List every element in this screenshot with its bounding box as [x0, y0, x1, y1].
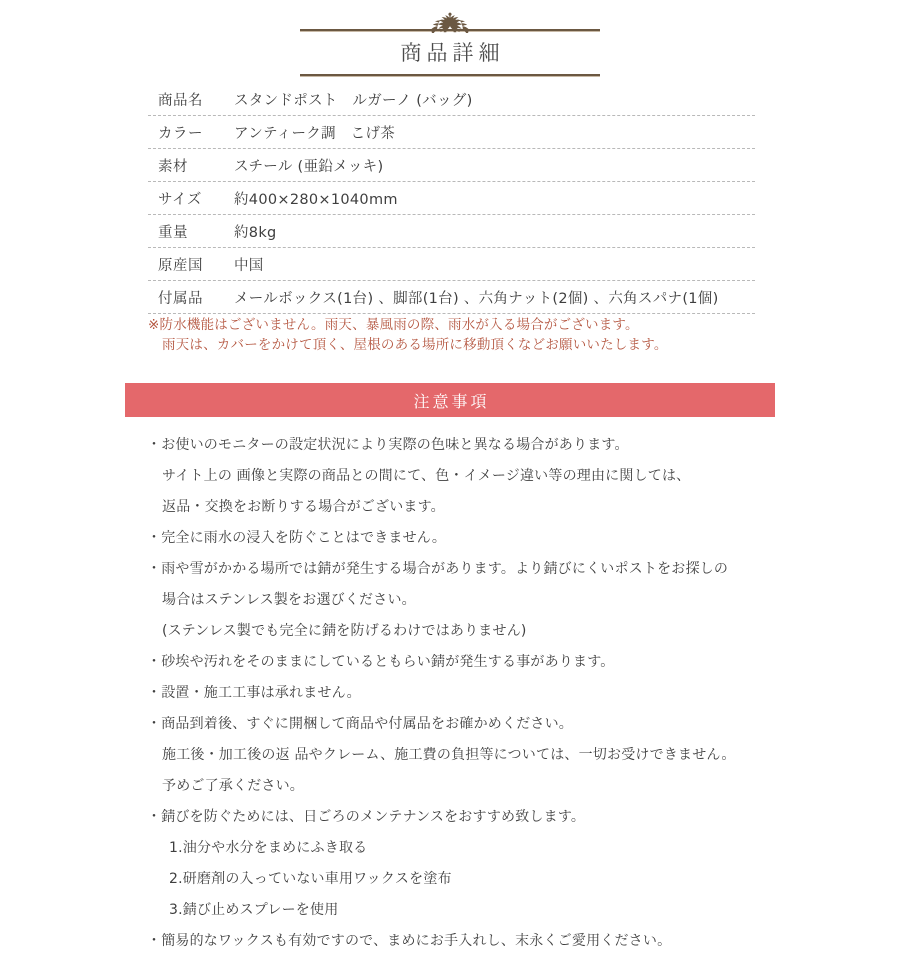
notice-item: 予めご了承ください。 — [162, 778, 304, 794]
spec-value: 約8kg — [234, 224, 277, 241]
notice-item: 場合はステンレス製をお選びください。 — [162, 592, 416, 608]
spec-label: カラー — [158, 125, 203, 142]
header-rule-bottom — [300, 74, 600, 77]
spec-value: 約400×280×1040mm — [234, 191, 398, 208]
spec-row — [148, 182, 755, 215]
notice-item: (ステンレス製でも完全に錆を防げるわけではありません) — [162, 623, 527, 639]
notice-step: 3.錆び止めスプレーを使用 — [169, 902, 339, 918]
notice-list — [147, 430, 797, 957]
spec-value: アンティーク調 こげ茶 — [234, 125, 396, 142]
spec-value: スタンドポスト ルガーノ (バッグ) — [234, 92, 473, 109]
waterproof-warning-line-1: ※防水機能はございません。雨天、暴風雨の際、雨水が入る場合がございます。 — [148, 317, 639, 333]
notice-step: 1.油分や水分をまめにふき取る — [169, 840, 368, 856]
spec-value: 中国 — [234, 257, 264, 274]
notice-item: ・商品到着後、すぐに開梱して商品や付属品をお確かめください。 — [147, 716, 573, 732]
spec-label: 付属品 — [158, 290, 203, 307]
notice-banner-title: 注意事項 — [413, 391, 490, 411]
notice-item: ・錆びを防ぐためには、日ごろのメンテナンスをおすすめ致します。 — [147, 809, 586, 825]
notice-item: ・雨や雪がかかる場所では錆が発生する場合があります。より錆びにくいポストをお探しの — [147, 561, 729, 577]
section-header — [300, 0, 600, 77]
notice-item: ・お使いのモニターの設定状況により実際の色味と異なる場合があります。 — [147, 437, 629, 453]
notice-step: 2.研磨剤の入っていない車用ワックスを塗布 — [169, 871, 452, 887]
notice-item: サイト上の 画像と実際の商品との間にて、色・イメージ違い等の理由に関しては、 — [162, 468, 691, 484]
waterproof-warning — [148, 315, 788, 355]
notice-item: 施工後・加工後の返 品やクレーム、施工費の負担等については、一切お受けできません。 — [162, 747, 736, 763]
spec-label: 商品名 — [158, 92, 203, 109]
notice-item: ・簡易的なワックスも有効ですので、まめにお手入れし、末永くご愛用ください。 — [147, 933, 672, 949]
spec-value: メールボックス(1台) 、脚部(1台) 、六角ナット(2個) 、六角スパナ(1個) — [234, 290, 719, 307]
spec-row — [148, 116, 755, 149]
notice-item: ・砂埃や汚れをそのままにしているともらい錆が発生する事があります。 — [147, 654, 615, 670]
notice-item: ・設置・施工工事は承れません。 — [147, 685, 361, 701]
spec-row — [148, 215, 755, 248]
spec-row — [148, 83, 755, 116]
page-title: 商品詳細 — [400, 41, 505, 65]
spec-row — [148, 281, 755, 314]
spec-row — [148, 248, 755, 281]
product-spec-table — [148, 83, 755, 314]
notice-item: ・完全に雨水の浸入を防ぐことはできません。 — [147, 530, 447, 546]
spec-label: サイズ — [158, 191, 202, 208]
spec-label: 素材 — [158, 158, 188, 175]
notice-banner — [125, 383, 775, 417]
waterproof-warning-line-2: 雨天は、カバーをかけて頂く、屋根のある場所に移動頂くなどお願いいたします。 — [162, 337, 668, 353]
spec-row — [148, 149, 755, 182]
spec-label: 重量 — [158, 224, 188, 241]
spec-value: スチール (亜鉛メッキ) — [234, 158, 384, 175]
notice-item: 返品・交換をお断りする場合がございます。 — [162, 499, 445, 515]
spec-label: 原産国 — [158, 257, 203, 274]
